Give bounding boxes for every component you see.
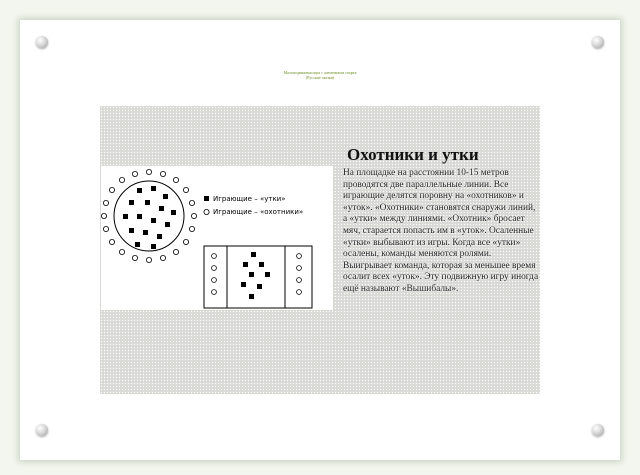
- legend-hunter-text: Играющие – «охотники»: [213, 208, 304, 216]
- ducks-in-circle: [123, 186, 176, 249]
- header-line-1: Малоподвижная игра с элементами спорта: [283, 70, 357, 75]
- pushpin-icon: [592, 424, 604, 436]
- legend-duck-marker: [204, 196, 209, 201]
- game-diagram: [101, 166, 333, 310]
- slide-title: Охотники и утки: [347, 145, 479, 164]
- rect-field: [204, 246, 312, 308]
- pushpin-icon: [36, 36, 48, 48]
- legend-duck-text: Играющие – «утки»: [213, 195, 286, 203]
- pushpin-icon: [592, 36, 604, 48]
- legend-hunter-marker: [204, 209, 209, 214]
- slide-header: [200, 70, 440, 80]
- hunters-ring: [101, 169, 196, 262]
- header-line-2: (Русские сказки): [305, 75, 335, 80]
- slide-body-text: На площадке на расстоянии 10-15 метров проводятся две параллельные линии. Все играющие делятся поровну на «охотников» и «уток». «Охотники» становятся снаружи линий, а «утки» между линиями. «Охотник» бросает мяч, старается попасть им в «уток». Осаленные «утки» выбывают из игры. Когда все «утки» осалены, команды меняются ролями. Выигрывает команда, которая за меньшее время осалит всех «уток». Эту подвижную игру иногда ещё называют «Вышибалы».: [343, 168, 539, 294]
- pushpin-icon: [36, 424, 48, 436]
